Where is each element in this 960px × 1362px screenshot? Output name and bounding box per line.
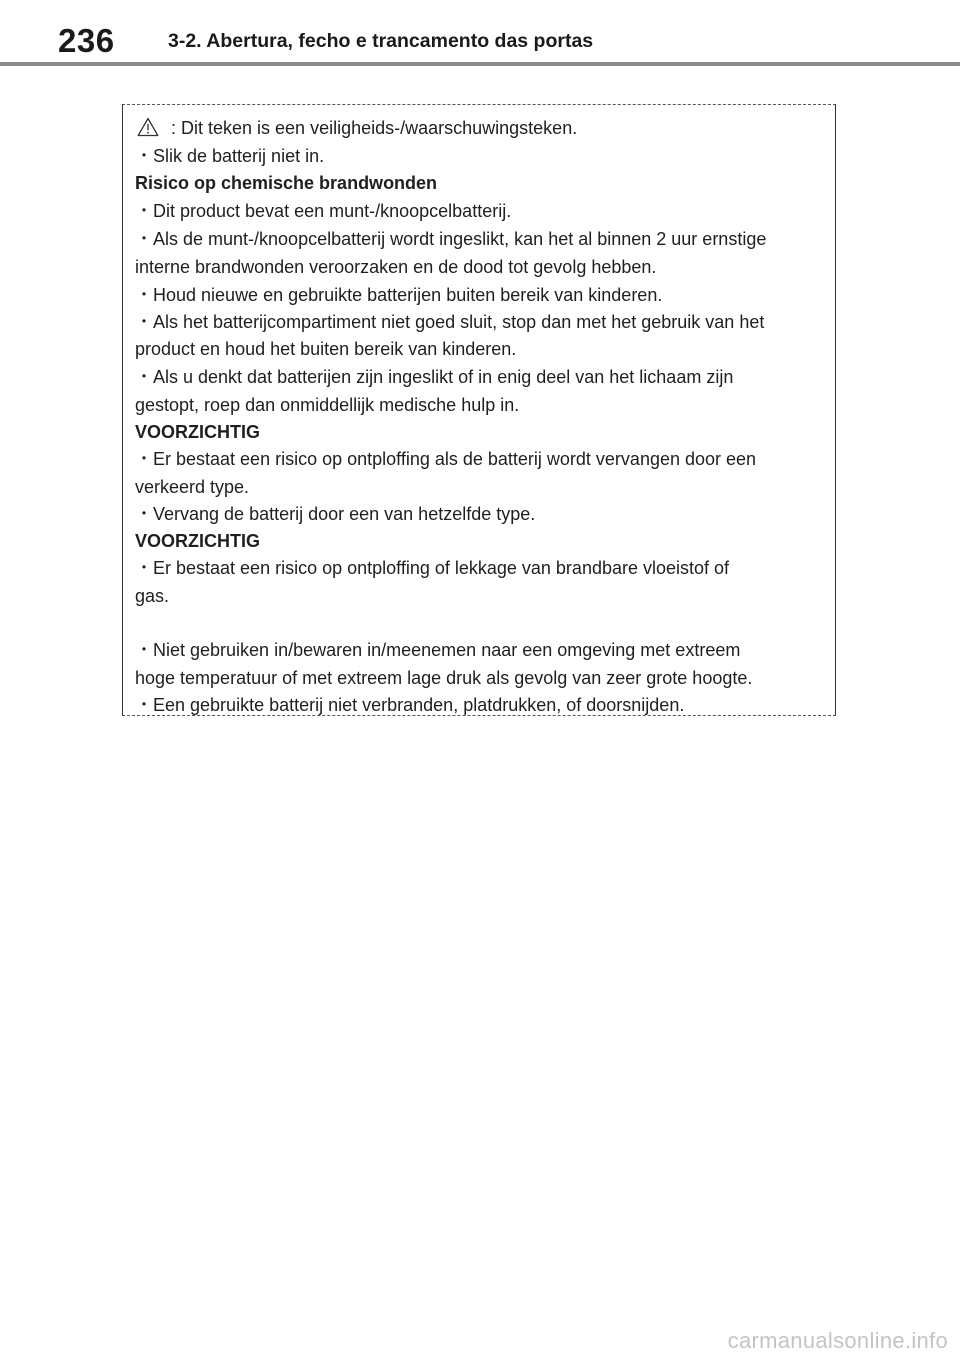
warning-line: ・Er bestaat een risico op ontploffing of lekkage van brandbare vloeistof of xyxy=(135,558,730,578)
caution-heading: VOORZICHTIG xyxy=(135,531,260,551)
warning-line: ・Slik de batterij niet in. xyxy=(135,146,325,166)
warning-line: ・Er bestaat een risico op ontploffing als de batterij wordt vervangen door een xyxy=(135,449,757,469)
symbol-note-line xyxy=(135,117,577,142)
warning-heading: Risico op chemische brandwonden xyxy=(135,173,438,193)
page-number: 236 xyxy=(58,22,115,59)
warning-line: ・Vervang de batterij door een van hetzelfde type. xyxy=(135,504,536,524)
warning-line: hoge temperatuur of met extreem lage druk als gevolg van zeer grote hoogte. xyxy=(135,668,753,688)
warning-line: ・Als de munt-/knoopcelbatterij wordt ingeslikt, kan het al binnen 2 uur ernstige xyxy=(135,229,767,249)
warning-line: ・Houd nieuwe en gebruikte batterijen buiten bereik van kinderen. xyxy=(135,285,663,305)
section-title: 3-2. Abertura, fecho e trancamento das portas xyxy=(168,30,594,52)
warning-line: product en houd het buiten bereik van kinderen. xyxy=(135,339,517,359)
warning-box xyxy=(122,104,836,716)
site-watermark: carmanualsonline.info xyxy=(727,1328,948,1353)
header-divider xyxy=(0,62,960,66)
warning-line: ・Als u denkt dat batterijen zijn ingeslikt of in enig deel van het lichaam zijn xyxy=(135,367,734,387)
caution-heading: VOORZICHTIG xyxy=(135,422,260,442)
warning-line: ・Dit product bevat een munt-/knoopcelbatterij. xyxy=(135,201,512,221)
warning-line: interne brandwonden veroorzaken en de dood tot gevolg hebben. xyxy=(135,257,657,277)
warning-triangle-icon xyxy=(137,117,159,142)
warning-line: ・Als het batterijcompartiment niet goed sluit, stop dan met het gebruik van het xyxy=(135,312,765,332)
page-header xyxy=(0,0,960,70)
warning-line: ・Een gebruikte batterij niet verbranden, platdrukken, of doorsnijden. xyxy=(135,695,685,715)
warning-line: gas. xyxy=(135,586,170,606)
warning-line: verkeerd type. xyxy=(135,477,250,497)
warning-line: gestopt, roep dan onmiddellijk medische hulp in. xyxy=(135,395,520,415)
symbol-note-text: : Dit teken is een veiligheids-/waarschuwingsteken. xyxy=(171,118,578,138)
warning-line: ・Niet gebruiken in/bewaren in/meenemen naar een omgeving met extreem xyxy=(135,640,741,660)
